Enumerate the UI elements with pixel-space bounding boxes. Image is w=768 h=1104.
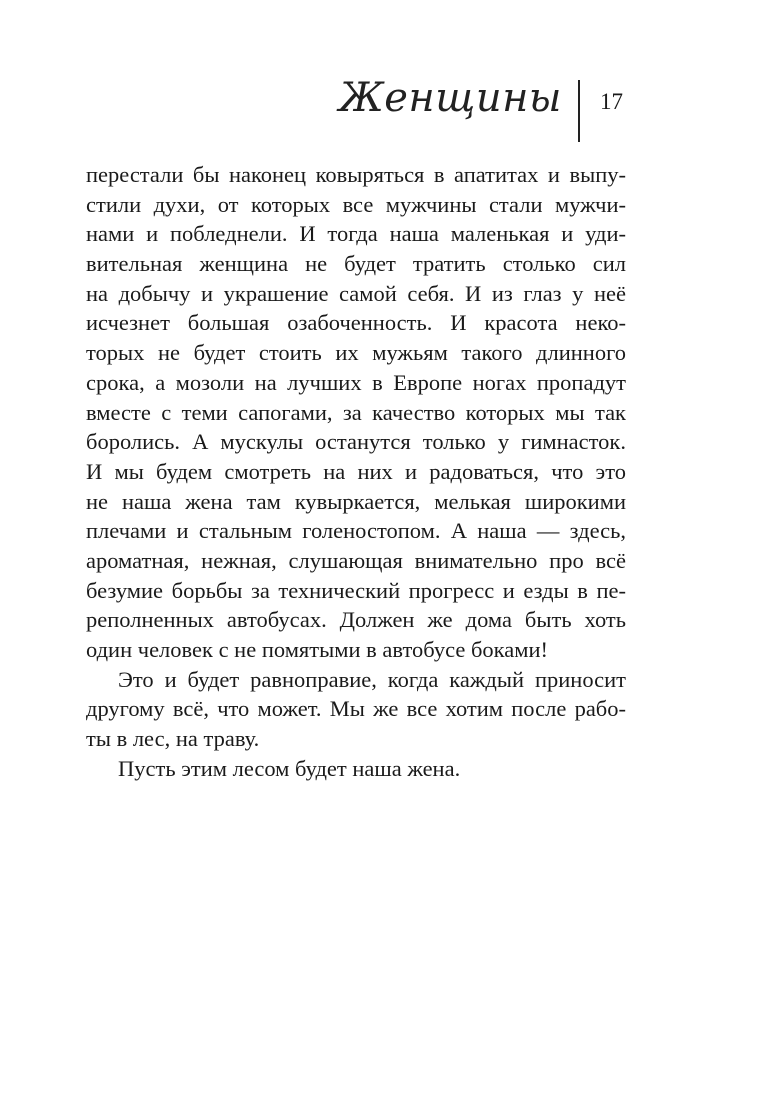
text-line: боролись. А мускулы останутся только у гимнасток. [86, 429, 626, 455]
text-line: вместе с теми сапогами, за качество которых мы так [86, 399, 626, 425]
text-line: вительная женщина не будет тратить столько сил [86, 251, 626, 277]
text-line: один человек с не помятыми в автобусе боками! [86, 637, 548, 662]
text-line: ты в лес, на траву. [86, 726, 260, 752]
text-line: торых не будет стоить их мужьям такого длинного [86, 340, 626, 366]
page-number: 17 [600, 89, 623, 114]
text-line: Это и будет равноправие, когда каждый приносит [118, 666, 626, 692]
body-text [86, 160, 626, 783]
text-line: не наша жена там кувыркается, мелькая широкими [86, 488, 626, 514]
text-line: другому всё, что может. Мы же все хотим после рабо- [86, 696, 626, 722]
text-line: исчезнет большая озабоченность. И красота неко- [86, 310, 626, 336]
text-line: на добычу и украшение самой себя. И из глаз у неё [86, 280, 626, 306]
text-line: безумие борьбы за технический прогресс и езды в пе- [86, 577, 626, 603]
text-line: ароматная, нежная, слушающая внимательно про всё [86, 547, 626, 573]
header-divider [578, 80, 580, 142]
text-line: плечами и стальным голеностопом. А наша — здесь, [86, 518, 626, 544]
text-line: реполненных автобусах. Должен же дома быть хоть [86, 607, 626, 633]
text-line: И мы будем смотреть на них и радоваться, что это [86, 458, 626, 484]
text-line: стили духи, от которых все мужчины стали мужчи- [86, 191, 626, 217]
running-title: Женщины [338, 75, 562, 121]
text-line: срока, а мозоли на лучших в Европе ногах пропадут [86, 369, 626, 395]
text-line: перестали бы наконец ковыряться в апатитах и выпу- [86, 162, 626, 187]
text-line: нами и побледнели. И тогда наша маленькая и уди- [86, 221, 626, 247]
text-line: Пусть этим лесом будет наша жена. [118, 755, 461, 781]
page-header [0, 72, 768, 152]
